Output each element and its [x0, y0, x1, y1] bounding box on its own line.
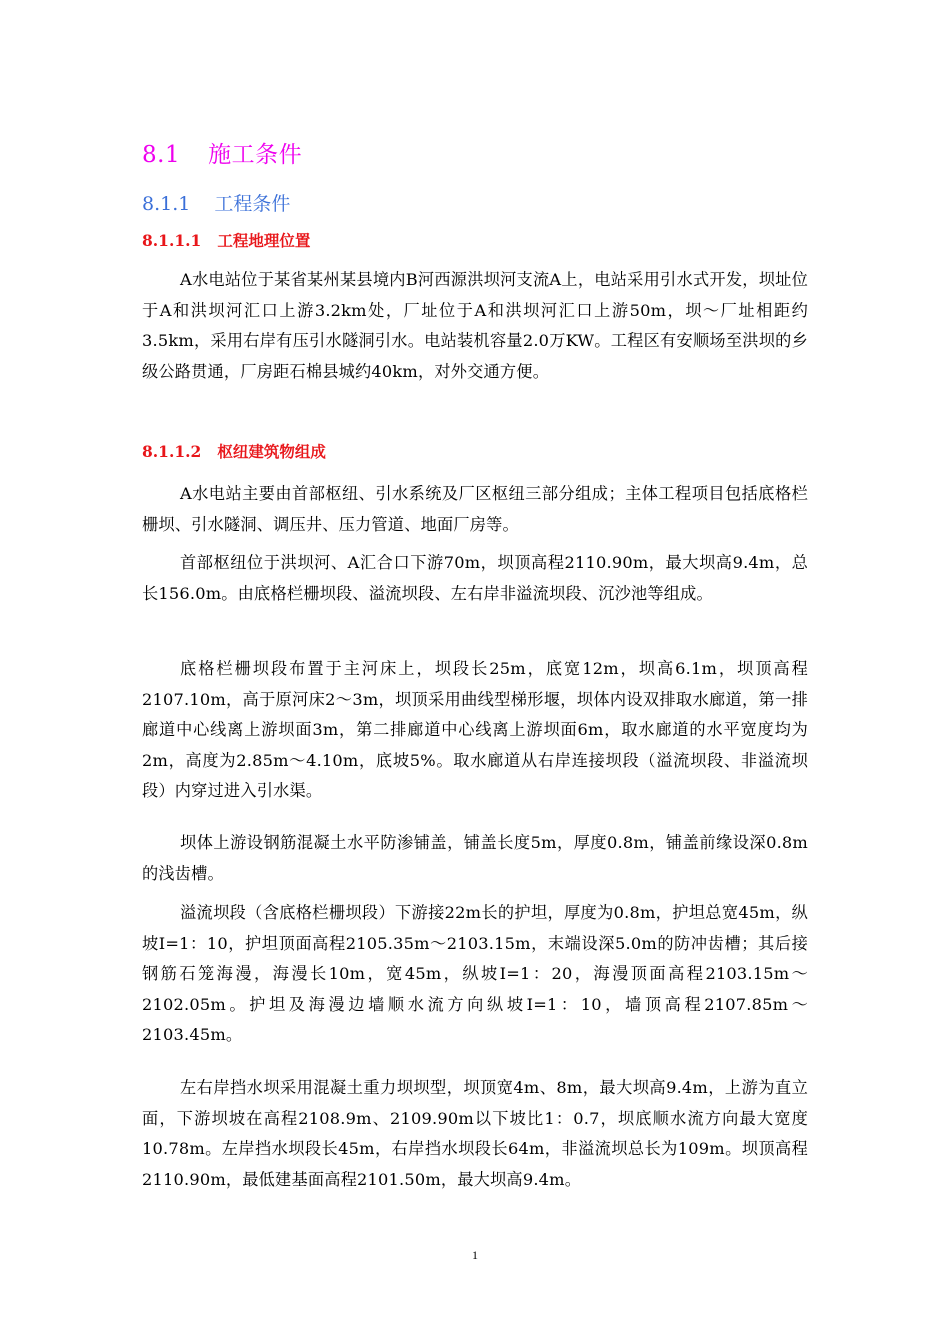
page-number: 1	[472, 1248, 478, 1262]
paragraph-composition: A水电站主要由首部枢纽、引水系统及厂区枢纽三部分组成；主体工程项目包括底格栏栅坝、引水隧洞、调压井、压力管道、地面厂房等。	[142, 484, 808, 534]
paragraph-retaining-dam: 左右岸挡水坝采用混凝土重力坝坝型，坝顶宽4m、8m，最大坝高9.4m，上游为直立面，下游坝坡在高程2108.9m、2109.90m以下坡比1：0.7，坝底顺水流方向最大宽度10.78m。左岸挡水坝段长45m，右岸挡水坝段长64m，非溢流坝总长为109m。坝顶高程2110.90m，最低建基面高程2101.50m，最大坝高9.4m。	[142, 1078, 808, 1189]
heading-level-1	[142, 136, 302, 169]
paragraph-grille-dam: 底格栏栅坝段布置于主河床上，坝段长25m，底宽12m，坝高6.1m，坝顶高程2107.10m，高于原河床2～3m，坝顶采用曲线型梯形堰，坝体内设双排取水廊道，第一排廊道中心线离上游坝面3m，第二排廊道中心线离上游坝面6m，取水廊道的水平宽度均为2m，高度为2.85m～4.10m，底坡5%。取水廊道从右岸连接坝段（溢流坝段、非溢流坝段）内穿过进入引水渠。	[142, 659, 808, 800]
heading-level-3-structures	[142, 440, 326, 462]
paragraph-apron: 溢流坝段（含底格栏栅坝段）下游接22m长的护坦，厚度为0.8m，护坦总宽45m，纵坡I=1：10，护坦顶面高程2105.35m～2103.15m，末端设深5.0m的防冲齿槽；其后接钢筋石笼海漫，海漫长10m，宽45m，纵坡I=1：20，海漫顶面高程2103.15m～2102.05m。护坦及海漫边墙顺水流方向纵坡I=1：10，墙顶高程2107.85m～2103.45m。	[142, 903, 808, 1044]
heading-title: 工程地理位置	[217, 231, 311, 250]
paragraph-head-works: 首部枢纽位于洪坝河、A汇合口下游70m，坝顶高程2110.90m，最大坝高9.4m，总长156.0m。由底格栏栅坝段、溢流坝段、左右岸非溢流坝段、沉沙池等组成。	[142, 553, 808, 603]
heading-level-2	[142, 189, 290, 216]
heading-title: 工程条件	[214, 193, 291, 215]
paragraph-location: A水电站位于某省某州某县境内B河西源洪坝河支流A上，电站采用引水式开发，坝址位于A和洪坝河汇口上游3.2km处，厂址位于A和洪坝河汇口上游50m，坝～厂址相距约3.5km，采用右岸有压引水隧洞引水。电站装机容量2.0万KW。工程区有安顺场至洪坝的乡级公路贯通，厂房距石棉县城约40km，对外交通方便。	[142, 270, 808, 381]
heading-number: 8.1.1	[142, 193, 191, 215]
heading-title: 枢纽建筑物组成	[217, 442, 326, 461]
heading-title: 施工条件	[208, 142, 303, 168]
paragraph-blanket: 坝体上游设钢筋混凝土水平防渗铺盖，铺盖长度5m，厚度0.8m，铺盖前缘设深0.8m的浅齿槽。	[142, 833, 808, 883]
heading-number: 8.1.1.1	[142, 231, 202, 250]
heading-number: 8.1.1.2	[142, 442, 202, 461]
heading-number: 8.1	[142, 142, 181, 168]
heading-level-3-location	[142, 229, 310, 251]
